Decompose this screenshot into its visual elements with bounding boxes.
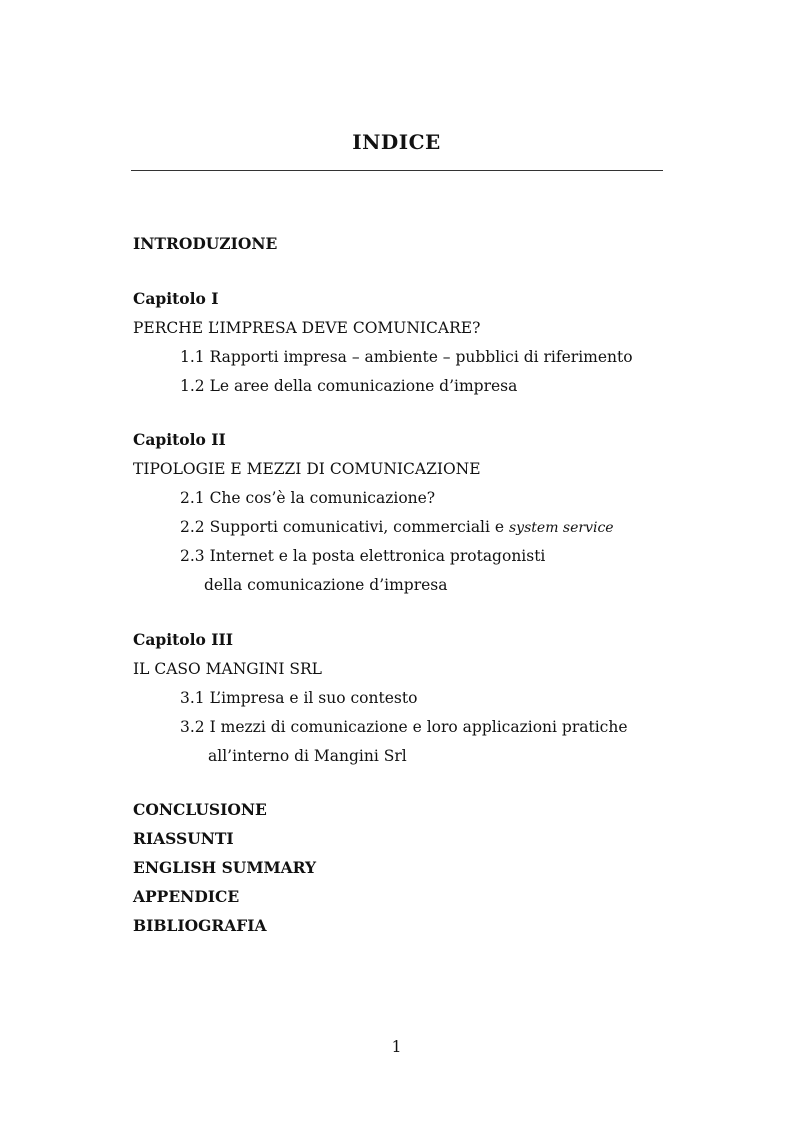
chapter-2-label: Capitolo II (133, 430, 226, 449)
page-number: 1 (391, 1038, 402, 1056)
toc-appendix: APPENDICE (133, 887, 240, 906)
toc-bibliography: BIBLIOGRAFIA (133, 916, 267, 935)
toc-summaries: RIASSUNTI (133, 829, 234, 848)
title-divider (131, 170, 663, 171)
chapter-1-heading: PERCHE L’IMPRESA DEVE COMUNICARE? (133, 319, 481, 337)
toc-english-summary: ENGLISH SUMMARY (133, 858, 317, 877)
toc-section-2-3-continuation: della comunicazione d’impresa (204, 576, 448, 594)
toc-section-3-1: 3.1 L’impresa e il suo contesto (180, 689, 418, 707)
toc-section-2-3: 2.3 Internet e la posta elettronica protagonisti (180, 547, 546, 565)
toc-section-2-2-italic: system service (509, 520, 614, 536)
toc-section-2-1: 2.1 Che cos’è la comunicazione? (180, 489, 436, 507)
chapter-1-label: Capitolo I (133, 289, 219, 308)
toc-section-2-2 (180, 517, 614, 538)
toc-introduction: INTRODUZIONE (133, 234, 278, 253)
page-title: INDICE (352, 130, 441, 154)
toc-conclusion: CONCLUSIONE (133, 800, 267, 819)
chapter-2-heading: TIPOLOGIE E MEZZI DI COMUNICAZIONE (133, 460, 481, 478)
toc-section-1-1: 1.1 Rapporti impresa – ambiente – pubblici di riferimento (180, 348, 633, 366)
toc-section-3-2-continuation: all’interno di Mangini Srl (208, 747, 407, 765)
toc-section-1-2: 1.2 Le aree della comunicazione d’impresa (180, 377, 518, 395)
toc-section-2-2-text: 2.2 Supporti comunicativi, commerciali e (180, 518, 509, 536)
chapter-3-heading: IL CASO MANGINI SRL (133, 660, 322, 678)
toc-section-3-2: 3.2 I mezzi di comunicazione e loro applicazioni pratiche (180, 718, 628, 736)
chapter-3-label: Capitolo III (133, 630, 233, 649)
